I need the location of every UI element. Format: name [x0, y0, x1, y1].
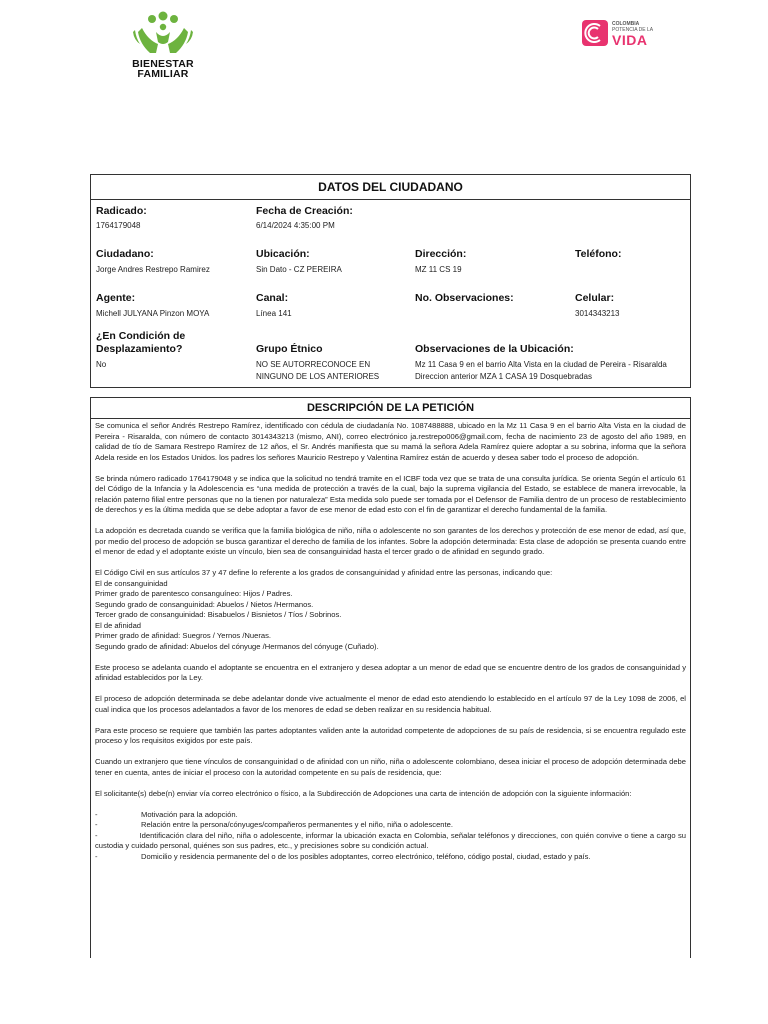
- list-item-text: Motivación para la adopción.: [141, 809, 238, 819]
- paragraph-3: La adopción es decretada cuando se verifica que la familia biológica de niño, niña o adolescente no son garantes de los derechos y protección de ese menor de edad, así que, por medio del proceso de adopción se busca garantizar el derecho de familia de los infantes. Sobre la adopción determinada: Esta clase de adopción se presenta cuando entre el menor de edad y el adoptante existe un vínculo, bien sea de consanguinidad hasta el tercer grado o de afinidad en segundo grado.: [95, 526, 687, 556]
- bienestar-familiar-logo: [132, 10, 194, 79]
- grados-line: Segundo grado de afinidad: Abuelos del cónyuge /Hermanos del cónyuge (Cuñado).: [95, 641, 379, 651]
- paragraph-9: El solicitante(s) debe(n) enviar vía correo electrónico o físico, a la Subdirección de Adopciones una carta de intención de adopción con la siguiente información:: [95, 788, 632, 798]
- no-observaciones-label: No. Observaciones:: [415, 292, 514, 304]
- grados-line: Tercer grado de consanguinidad: Bisabuelos / Bisnietos / Tíos / Sobrinos.: [95, 610, 342, 619]
- descripcion-peticion-title: DESCRIPCIÓN DE LA PETICIÓN: [91, 398, 690, 419]
- list-item-text: Relación entre la persona/cónyuges/compañeros permanentes y el niño, niña o adolescente.: [141, 820, 453, 829]
- colombia-potencia-vida-logo: [582, 20, 682, 50]
- ciudadano-value: Jorge Andres Restrepo Ramirez: [96, 265, 210, 274]
- agente-label: Agente:: [96, 292, 136, 304]
- grados-line: Primer grado de afinidad: Suegros / Yernos /Nueras.: [95, 631, 272, 640]
- paragraph-2: Se brinda número radicado 1764179048 y se indica que la solicitud no tendrá tramite en el ICBF toda vez que se trata de una consulta jurídica. Se orienta Según el artículo 61 del Código de la Infancia y la Adolescencia es “una medida de protección a través de la cual, bajo la suprema vigilancia del Estado, se establece de manera irrevocable, la relación paterno filial entre personas que no la tienen por naturaleza” Esta medida solo puede ser tomada por el Defensor de Familia dentro de un proceso de restablecimiento de derechos y es la última medida que se debe adoptar a favor de ese menor de edad esto con el fin de garantizar el derecho fundamental de la familia.: [95, 473, 686, 514]
- grados-line: El de consanguinidad: [95, 578, 168, 588]
- radicado-label: Radicado:: [96, 205, 147, 217]
- bullet-dash: -: [95, 851, 98, 861]
- ciudadano-label: Ciudadano:: [96, 248, 154, 260]
- agente-value: Michell JULYANA Pinzon MOYA: [96, 309, 210, 318]
- datos-ciudadano-title: DATOS DEL CIUDADANO: [91, 175, 690, 200]
- logo-word-1: BIENESTAR: [132, 58, 194, 70]
- logo-small-text-2: POTENCIA DE LA: [612, 27, 654, 33]
- paragraph-5: Este proceso se adelanta cuando el adoptante se encuentra en el extranjero y desea adoptar a un menor de edad que se encuentre dentro de los grados de consanguinidad y afinidad establecidos por la Ley.: [95, 662, 686, 682]
- direccion-value: MZ 11 CS 19: [415, 265, 462, 274]
- celular-value: 3014343213: [575, 309, 620, 318]
- desplazamiento-label-line1: ¿En Condición de: [96, 330, 186, 342]
- observaciones-ubicacion-value-line1: Mz 11 Casa 9 en el barrio Alta Vista en la ciudad de Pereira - Risaralda: [415, 360, 667, 369]
- logo-big-text: VIDA: [612, 32, 648, 48]
- paragraph-7: Para este proceso se requiere que también las partes adoptantes validen ante la autoridad competente de adopciones de su país de residencia, si se encuentra regulado este proceso y los requisitos exigidos por este país.: [95, 725, 686, 745]
- desplazamiento-label-line2: Desplazamiento?: [96, 343, 183, 355]
- peticion-body: [95, 421, 686, 862]
- family-figures-icon: [132, 10, 194, 54]
- logo-small-text-1: COLOMBIA: [612, 21, 640, 27]
- list-item: [95, 852, 686, 863]
- logo-word-2: FAMILIAR: [137, 68, 189, 80]
- fecha-creacion-label: Fecha de Creación:: [256, 205, 353, 217]
- list-item-text: Domicilio y residencia permanente del o de los posibles adoptantes, correo electrónico, teléfono, código postal, ciudad, estado y país.: [141, 851, 591, 861]
- grados-line: Segundo grado de consanguinidad: Abuelos / Nietos /Hermanos.: [95, 599, 314, 609]
- ubicacion-label: Ubicación:: [256, 248, 310, 260]
- observaciones-ubicacion-value-line2: Direccion anterior MZA 1 CASA 19 Dosquebradas: [415, 372, 592, 381]
- paragraph-6: El proceso de adopción determinada se debe adelantar donde vive actualmente el menor de edad esto atendiendo lo establecido en el artículo 97 de la Ley 1098 de 2006, el cual indica que los procesos adelantados a favor de los menores de edad se deben realizar en su residencia habitual.: [95, 694, 686, 714]
- grupo-etnico-value-line1: NO SE AUTORRECONOCE EN: [256, 360, 371, 369]
- desplazamiento-value: No: [96, 360, 107, 369]
- bullet-dash: -: [95, 820, 98, 829]
- bullet-dash: -: [95, 830, 98, 840]
- observaciones-ubicacion-label: Observaciones de la Ubicación:: [415, 343, 574, 355]
- datos-ciudadano-section: [90, 174, 691, 388]
- grados-intro: El Código Civil en sus artículos 37 y 47 define lo referente a los grados de consanguinidad y afinidad entre las personas, indicando que:: [95, 568, 553, 577]
- canal-label: Canal:: [256, 292, 289, 304]
- descripcion-peticion-section: [90, 397, 691, 958]
- radicado-value: 1764179048: [96, 221, 141, 230]
- list-item: [95, 810, 686, 821]
- paragraph-8: Cuando un extranjero que tiene vínculos de consanguinidad o de afinidad con un niño, niña o adolescente colombiano, desea iniciar el proceso de adopción determinada debe tener en cuenta, antes de iniciar el proceso con la autoridad competente en su país de residencia, que:: [95, 757, 686, 777]
- list-item-text: Identificación clara del niño, niña o adolescente, informar la ubicación exacta en Colombia, señalar teléfonos y direcciones, con quién convive o tiene a cargo su custodia y cuidado personal, quiénes son sus padres, etc., y precisiones sobre su condición actual.: [95, 830, 686, 850]
- fecha-creacion-value: 6/14/2024 4:35:00 PM: [256, 221, 335, 230]
- grupo-etnico-label: Grupo Étnico: [256, 343, 323, 355]
- bullet-dash: -: [95, 809, 98, 819]
- page-header: [0, 0, 768, 100]
- grupo-etnico-value-line2: NINGUNO DE LOS ANTERIORES: [256, 372, 380, 381]
- telefono-label: Teléfono:: [575, 248, 622, 260]
- list-item: [95, 820, 686, 831]
- canal-value: Línea 141: [256, 309, 292, 318]
- grados-line: El de afinidad: [95, 620, 142, 630]
- ubicacion-value: Sin Dato - CZ PEREIRA: [256, 265, 342, 274]
- direccion-label: Dirección:: [415, 248, 467, 260]
- paragraph-1: Se comunica el señor Andrés Restrepo Ramírez, identificado con cédula de ciudadanía No. 1087488888, ubicado en la Mz 11 Casa 9 en el barrio Alta Vista en la ciudad de Pereira - Risaralda, con número de contacto 3014343213 (mismo, ANI), correo electrónico ja.restrepo006@gmail.com, fecha de nacimiento 23 de agosto del año 1989, en calidad de tío de Samara Restrepo Ramírez de 12 años, el Sr. Andrés manifiesta que su mamá la señora Adela Ramírez quiere adoptar a su sobrina, informa que la señora Adela reside en los Estados Unidos. los padres los señores Mauricio Restrepo y Valentina Ramírez están de acuerdo y desea saber todo el proceso de adopción.: [95, 421, 686, 462]
- list-item: [95, 831, 686, 852]
- colombia-brand-mark-icon: [582, 20, 608, 46]
- celular-label: Celular:: [575, 292, 615, 304]
- grados-line: Primer grado de parentesco consanguíneo: Hijos / Padres.: [95, 589, 293, 598]
